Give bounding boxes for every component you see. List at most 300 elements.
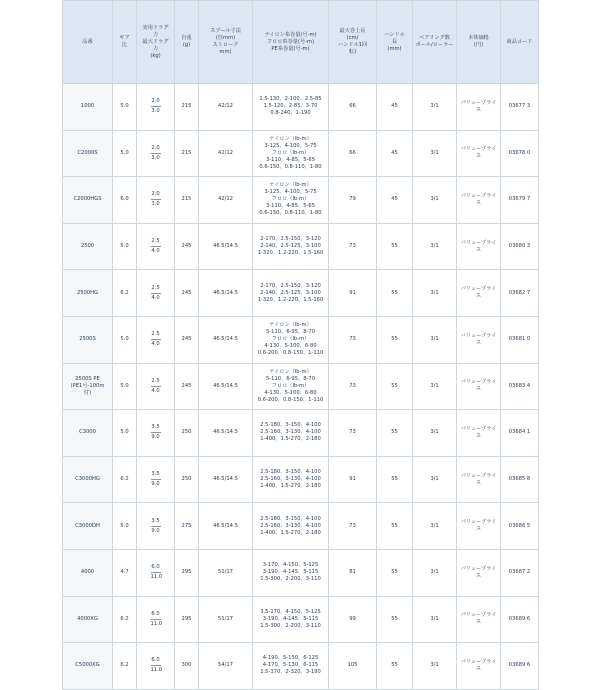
text-line: ス (475, 246, 482, 253)
header-handle (377, 1, 413, 84)
text-line: ギア (119, 35, 130, 41)
cell-weight: 215 (175, 84, 199, 131)
text-line: 1.5-300、2-200、3-110 (260, 622, 321, 629)
cell-weight: 245 (175, 270, 199, 317)
cell-weight: 295 (175, 549, 199, 596)
text-line: C3000HG (75, 476, 100, 483)
cell-line-capacity (253, 223, 329, 270)
text-line: 2-140、2.5-125、3-100 (260, 289, 321, 296)
cell-gear: 5.0 (113, 410, 137, 457)
cell-line-capacity (253, 410, 329, 457)
cell-retrieve: 73 (329, 223, 377, 270)
text-line: ナイロン糸巻量(号-m) (264, 31, 317, 38)
text-line: C2000S (77, 149, 98, 156)
cell-code: 03689 6 (501, 643, 539, 690)
table-row (63, 84, 539, 131)
text-line: ボール/ローラー (415, 42, 454, 48)
cell-gear: 5.0 (113, 503, 137, 550)
text-line: ストローク (212, 42, 239, 48)
text-line: 3-125、4-100、5-75 (264, 142, 317, 149)
cell-drag (137, 177, 175, 224)
cell-bearing: 3/1 (413, 130, 457, 177)
cell-name (63, 316, 113, 363)
cell-spool: 54/17 (199, 643, 253, 690)
text-line: 力 (152, 45, 159, 52)
text-line: ス (475, 106, 482, 113)
cell-bearing: 3/1 (413, 503, 457, 550)
text-line: バリュープライ (460, 519, 497, 526)
table-row (63, 130, 539, 177)
text-line: 0.8-240、1-190 (270, 110, 311, 117)
cell-price (457, 130, 501, 177)
text-line: バリュープライ (460, 146, 497, 153)
cell-drag (137, 363, 175, 410)
cell-code: 03681 0 (501, 316, 539, 363)
text-line: ス (475, 199, 482, 206)
cell-drag (137, 84, 175, 131)
drag-max: 3.0 (151, 108, 160, 115)
text-line: 力 (152, 31, 159, 38)
text-line: 4000 (80, 569, 95, 576)
text-line: ナイロン（lb-m） (269, 182, 312, 189)
text-line: バリュープライ (460, 565, 497, 572)
header-name: 品番 (63, 1, 113, 84)
text-line: ベアリング数 (419, 35, 450, 41)
table-row (63, 410, 539, 457)
cell-handle: 55 (377, 316, 413, 363)
cell-weight: 295 (175, 596, 199, 643)
cell-retrieve: 66 (329, 84, 377, 131)
cell-name (63, 363, 113, 410)
text-line: C3000DH (75, 522, 100, 529)
cell-weight: 245 (175, 363, 199, 410)
text-line: C2000HGS (73, 196, 102, 203)
cell-bearing: 3/1 (413, 410, 457, 457)
drag-practical: 6.0 (151, 610, 160, 617)
text-line: 0.6-150、0.8-110、1-80 (259, 210, 322, 217)
cell-name (63, 223, 113, 270)
cell-retrieve: 73 (329, 410, 377, 457)
text-line: C3000 (79, 429, 96, 436)
text-line: 3-190、4-145、5-115 (262, 569, 319, 576)
cell-bearing: 3/1 (413, 223, 457, 270)
cell-spool: 51/17 (199, 549, 253, 596)
cell-price (457, 596, 501, 643)
text-line: ハンドル1回 (337, 42, 368, 48)
text-line: (g) (182, 42, 191, 48)
text-line: 2-140、2.5-125、3-100 (260, 243, 321, 250)
text-line: C5000XG (75, 662, 100, 669)
text-line: 3-110、4-85、5-65 (266, 203, 315, 210)
cell-line-capacity (253, 643, 329, 690)
text-line: 4-130、5-100、6-80 (264, 343, 317, 350)
text-line: 1000 (80, 103, 95, 110)
text-line: ス (475, 526, 482, 533)
drag-practical: 6.0 (151, 657, 160, 664)
text-line: 2.5-160、3-130、4-100 (260, 522, 321, 529)
cell-price (457, 223, 501, 270)
header-drag (137, 1, 175, 84)
text-line: 2-170、2.5-150、3-120 (260, 282, 321, 289)
text-line: ス (475, 665, 482, 672)
text-line: 0.6-150、0.8-110、1-80 (259, 163, 322, 170)
header-price (457, 1, 501, 84)
text-line: 2-170、2.5-150、3-120 (260, 236, 321, 243)
cell-name (63, 549, 113, 596)
text-line: mm) (219, 49, 232, 55)
cell-handle: 55 (377, 503, 413, 550)
cell-line-capacity (253, 549, 329, 596)
text-line: ス (475, 293, 482, 300)
cell-weight: 245 (175, 316, 199, 363)
drag-max: 9.0 (151, 527, 160, 534)
text-line: 2.5-160、3-130、4-100 (260, 429, 321, 436)
cell-weight: 250 (175, 410, 199, 457)
cell-price (457, 84, 501, 131)
table-row (63, 456, 539, 503)
cell-code: 03686 5 (501, 503, 539, 550)
text-line: 1.5-130、2-100、2.5-85 (259, 96, 322, 103)
cell-line-capacity (253, 456, 329, 503)
cell-name (63, 130, 113, 177)
drag-practical: 3.5 (151, 424, 160, 431)
cell-gear: 4.7 (113, 549, 137, 596)
spec-table-body (63, 84, 539, 690)
header-retrieve (329, 1, 377, 84)
text-line: フロロ（lb-m） (271, 336, 310, 343)
cell-drag (137, 549, 175, 596)
drag-max: 4.0 (151, 248, 160, 255)
table-row (63, 363, 539, 410)
cell-spool: 46.5/14.5 (199, 410, 253, 457)
text-line: 3-170、4-150、5-125 (262, 562, 319, 569)
cell-bearing: 3/1 (413, 177, 457, 224)
cell-code: 03680 3 (501, 223, 539, 270)
text-line: 2500S PE (75, 375, 100, 382)
cell-code: 03689 6 (501, 596, 539, 643)
text-line: 1-400、1.5-270、2-180 (260, 529, 321, 536)
cell-gear: 5.0 (113, 363, 137, 410)
cell-spool: 42/12 (199, 177, 253, 224)
drag-practical: 3.5 (151, 517, 160, 524)
drag-practical: 2.5 (151, 238, 160, 245)
cell-bearing: 3/1 (413, 643, 457, 690)
text-line: バリュープライ (460, 192, 497, 199)
header-bearing (413, 1, 457, 84)
cell-drag (137, 223, 175, 270)
cell-retrieve: 105 (329, 643, 377, 690)
text-line: 1.5-120、2-85、3-70 (263, 103, 318, 110)
cell-spool: 46.5/14.5 (199, 363, 253, 410)
cell-code: 03677 3 (501, 84, 539, 131)
text-line: 3-125、4-100、5-75 (264, 189, 317, 196)
drag-max: 4.0 (151, 294, 160, 301)
header-gear (113, 1, 137, 84)
table-row (63, 316, 539, 363)
table-row (63, 270, 539, 317)
text-line: 3-190、4-145、5-115 (262, 615, 319, 622)
cell-weight: 245 (175, 223, 199, 270)
text-line: 本体価格 (468, 35, 489, 41)
cell-weight: 300 (175, 643, 199, 690)
drag-practical: 2.0 (151, 144, 160, 151)
text-line: 3-110、4-85、5-65 (266, 156, 315, 163)
cell-bearing: 3/1 (413, 270, 457, 317)
cell-handle: 55 (377, 596, 413, 643)
drag-max: 3.0 (151, 201, 160, 208)
table-row (63, 549, 539, 596)
text-line: フロロ（lb-m） (271, 149, 310, 156)
cell-price (457, 410, 501, 457)
text-line: 4000XG (77, 615, 98, 622)
cell-spool: 42/12 (199, 84, 253, 131)
cell-weight: 275 (175, 503, 199, 550)
text-line: PE糸巻量(号-m) (271, 45, 310, 52)
drag-practical: 6.0 (151, 564, 160, 571)
cell-line-capacity (253, 84, 329, 131)
text-line: 2500 (80, 243, 95, 250)
text-line: (kg) (150, 52, 161, 59)
text-line: (PE1号-100m (70, 382, 105, 389)
cell-line-capacity (253, 363, 329, 410)
cell-bearing: 3/1 (413, 549, 457, 596)
drag-practical: 2.5 (151, 331, 160, 338)
cell-handle: 55 (377, 410, 413, 457)
cell-name (63, 177, 113, 224)
cell-spool: 51/17 (199, 596, 253, 643)
text-line: 転) (348, 49, 357, 55)
cell-drag (137, 130, 175, 177)
cell-handle: 55 (377, 549, 413, 596)
cell-name (63, 596, 113, 643)
cell-drag (137, 596, 175, 643)
text-line: バリュープライ (460, 286, 497, 293)
cell-line-capacity (253, 130, 329, 177)
header-spool (199, 1, 253, 84)
header-weight (175, 1, 199, 84)
text-line: バリュープライ (460, 658, 497, 665)
cell-price (457, 503, 501, 550)
cell-bearing: 3/1 (413, 363, 457, 410)
text-line: 実用ドラグ (142, 24, 169, 31)
text-line: ス (475, 479, 482, 486)
cell-price (457, 270, 501, 317)
cell-weight: 250 (175, 456, 199, 503)
cell-name (63, 503, 113, 550)
text-line: バリュープライ (460, 425, 497, 432)
cell-drag (137, 503, 175, 550)
text-line: (mm) (387, 45, 402, 52)
cell-handle: 55 (377, 363, 413, 410)
cell-gear: 5.0 (113, 316, 137, 363)
table-row (63, 596, 539, 643)
text-line: ナイロン（lb-m） (269, 322, 312, 329)
cell-handle: 45 (377, 130, 413, 177)
text-line: スプール寸法 (210, 28, 241, 34)
drag-max: 11.0 (150, 667, 163, 674)
cell-handle: 45 (377, 177, 413, 224)
cell-handle: 45 (377, 84, 413, 131)
drag-max: 3.0 (151, 154, 160, 161)
cell-code: 03687 2 (501, 549, 539, 596)
cell-retrieve: 99 (329, 596, 377, 643)
cell-bearing: 3/1 (413, 456, 457, 503)
text-line: 最大ドラグ (142, 38, 169, 45)
text-line: 4-170、5-130、6-115 (262, 662, 319, 669)
cell-gear: 6.2 (113, 643, 137, 690)
cell-weight: 215 (175, 130, 199, 177)
cell-code: 03679 7 (501, 177, 539, 224)
spec-table-container (62, 0, 538, 676)
cell-handle: 55 (377, 456, 413, 503)
cell-drag (137, 316, 175, 363)
cell-spool: 46.5/14.5 (199, 270, 253, 317)
cell-line-capacity (253, 270, 329, 317)
cell-drag (137, 456, 175, 503)
text-line: 2.5-180、3-150、4-100 (260, 515, 321, 522)
header-line-capacity (253, 1, 329, 84)
text-line: 1-320、1.2-220、1.5-160 (257, 296, 324, 303)
cell-handle: 55 (377, 643, 413, 690)
cell-retrieve: 73 (329, 316, 377, 363)
text-line: 0.6-200、0.8-150、1-110 (257, 396, 324, 403)
cell-drag (137, 643, 175, 690)
text-line: バリュープライ (460, 612, 497, 619)
cell-handle: 55 (377, 270, 413, 317)
drag-practical: 3.5 (151, 471, 160, 478)
text-line: ナイロン（lb-m） (269, 135, 312, 142)
cell-retrieve: 73 (329, 503, 377, 550)
cell-name (63, 270, 113, 317)
text-line: ナイロン（lb-m） (269, 368, 312, 375)
drag-max: 4.0 (151, 387, 160, 394)
text-line: バリュープライ (460, 379, 497, 386)
drag-practical: 2.5 (151, 377, 160, 384)
cell-weight: 215 (175, 177, 199, 224)
cell-name (63, 84, 113, 131)
cell-price (457, 549, 501, 596)
text-line: 長 (391, 38, 398, 45)
cell-bearing: 3/1 (413, 316, 457, 363)
header-row (63, 1, 539, 84)
text-line: 2.5-160、3-130、4-100 (260, 476, 321, 483)
cell-price (457, 316, 501, 363)
text-line: 自重 (181, 35, 192, 41)
text-line: ハンドル (384, 31, 405, 38)
cell-spool: 42/12 (199, 130, 253, 177)
cell-spool: 46.5/14.5 (199, 503, 253, 550)
cell-code: 03678 0 (501, 130, 539, 177)
text-line: ス (475, 386, 482, 393)
cell-gear: 5.0 (113, 84, 137, 131)
table-row (63, 643, 539, 690)
text-line: 最大巻上長 (339, 28, 366, 34)
cell-line-capacity (253, 596, 329, 643)
cell-drag (137, 270, 175, 317)
cell-price (457, 456, 501, 503)
cell-spool: 46.5/14.5 (199, 456, 253, 503)
text-line: ス (475, 432, 482, 439)
text-line: 5-110、6-95、8-70 (266, 329, 315, 336)
cell-gear: 6.2 (113, 456, 137, 503)
text-line: 4-130、5-100、6-80 (264, 389, 317, 396)
cell-bearing: 3/1 (413, 596, 457, 643)
cell-name (63, 410, 113, 457)
cell-line-capacity (253, 316, 329, 363)
spec-table (62, 0, 539, 690)
cell-gear: 6.2 (113, 596, 137, 643)
cell-retrieve: 91 (329, 270, 377, 317)
cell-code: 03682 7 (501, 270, 539, 317)
drag-max: 11.0 (150, 574, 163, 581)
text-line: フロロ（lb-m） (271, 382, 310, 389)
drag-max: 9.0 (151, 481, 160, 488)
text-line: バリュープライ (460, 472, 497, 479)
cell-code: 03685 8 (501, 456, 539, 503)
cell-spool: 46.5/14.5 (199, 316, 253, 363)
cell-line-capacity (253, 177, 329, 224)
text-line: 2.5-180、3-150、4-100 (260, 469, 321, 476)
table-row (63, 503, 539, 550)
text-line: バリュープライ (460, 239, 497, 246)
text-line: ス (475, 572, 482, 579)
cell-gear: 6.2 (113, 270, 137, 317)
cell-retrieve: 91 (329, 456, 377, 503)
cell-bearing: 3/1 (413, 84, 457, 131)
drag-max: 9.0 (151, 434, 160, 441)
drag-max: 4.0 (151, 341, 160, 348)
header-code: 商品コード (501, 1, 539, 84)
cell-gear: 6.0 (113, 177, 137, 224)
cell-handle: 55 (377, 223, 413, 270)
drag-practical: 2.0 (151, 191, 160, 198)
text-line: 2500S (79, 336, 96, 343)
cell-retrieve: 73 (329, 363, 377, 410)
text-line: 1.5-370、2-320、3-190 (260, 669, 321, 676)
cell-name (63, 456, 113, 503)
text-line: 4-190、5-150、6-125 (262, 655, 319, 662)
text-line: ス (475, 153, 482, 160)
drag-practical: 2.0 (151, 98, 160, 105)
text-line: 付) (83, 389, 92, 396)
cell-code: 03684 1 (501, 410, 539, 457)
text-line: (円) (473, 42, 484, 48)
text-line: (cm/ (346, 35, 359, 41)
drag-practical: 2.5 (151, 284, 160, 291)
cell-price (457, 643, 501, 690)
text-line: 2500HG (76, 289, 99, 296)
cell-gear: 5.0 (113, 130, 137, 177)
text-line: 2.5-180、3-150、4-100 (260, 422, 321, 429)
table-row (63, 177, 539, 224)
cell-line-capacity (253, 503, 329, 550)
text-line: 比 (121, 42, 128, 48)
cell-name (63, 643, 113, 690)
text-line: バリュープライ (460, 99, 497, 106)
drag-max: 11.0 (150, 620, 163, 627)
text-line: フロロ糸巻量(号-m) (266, 38, 315, 45)
cell-gear: 5.0 (113, 223, 137, 270)
cell-price (457, 177, 501, 224)
text-line: 1-320、1.2-220、1.5-160 (257, 250, 324, 257)
text-line: ス (475, 619, 482, 626)
cell-spool: 46.5/14.5 (199, 223, 253, 270)
text-line: (径mm) (215, 35, 236, 41)
text-line: バリュープライ (460, 332, 497, 339)
cell-code: 03683 4 (501, 363, 539, 410)
cell-retrieve: 79 (329, 177, 377, 224)
cell-retrieve: 81 (329, 549, 377, 596)
